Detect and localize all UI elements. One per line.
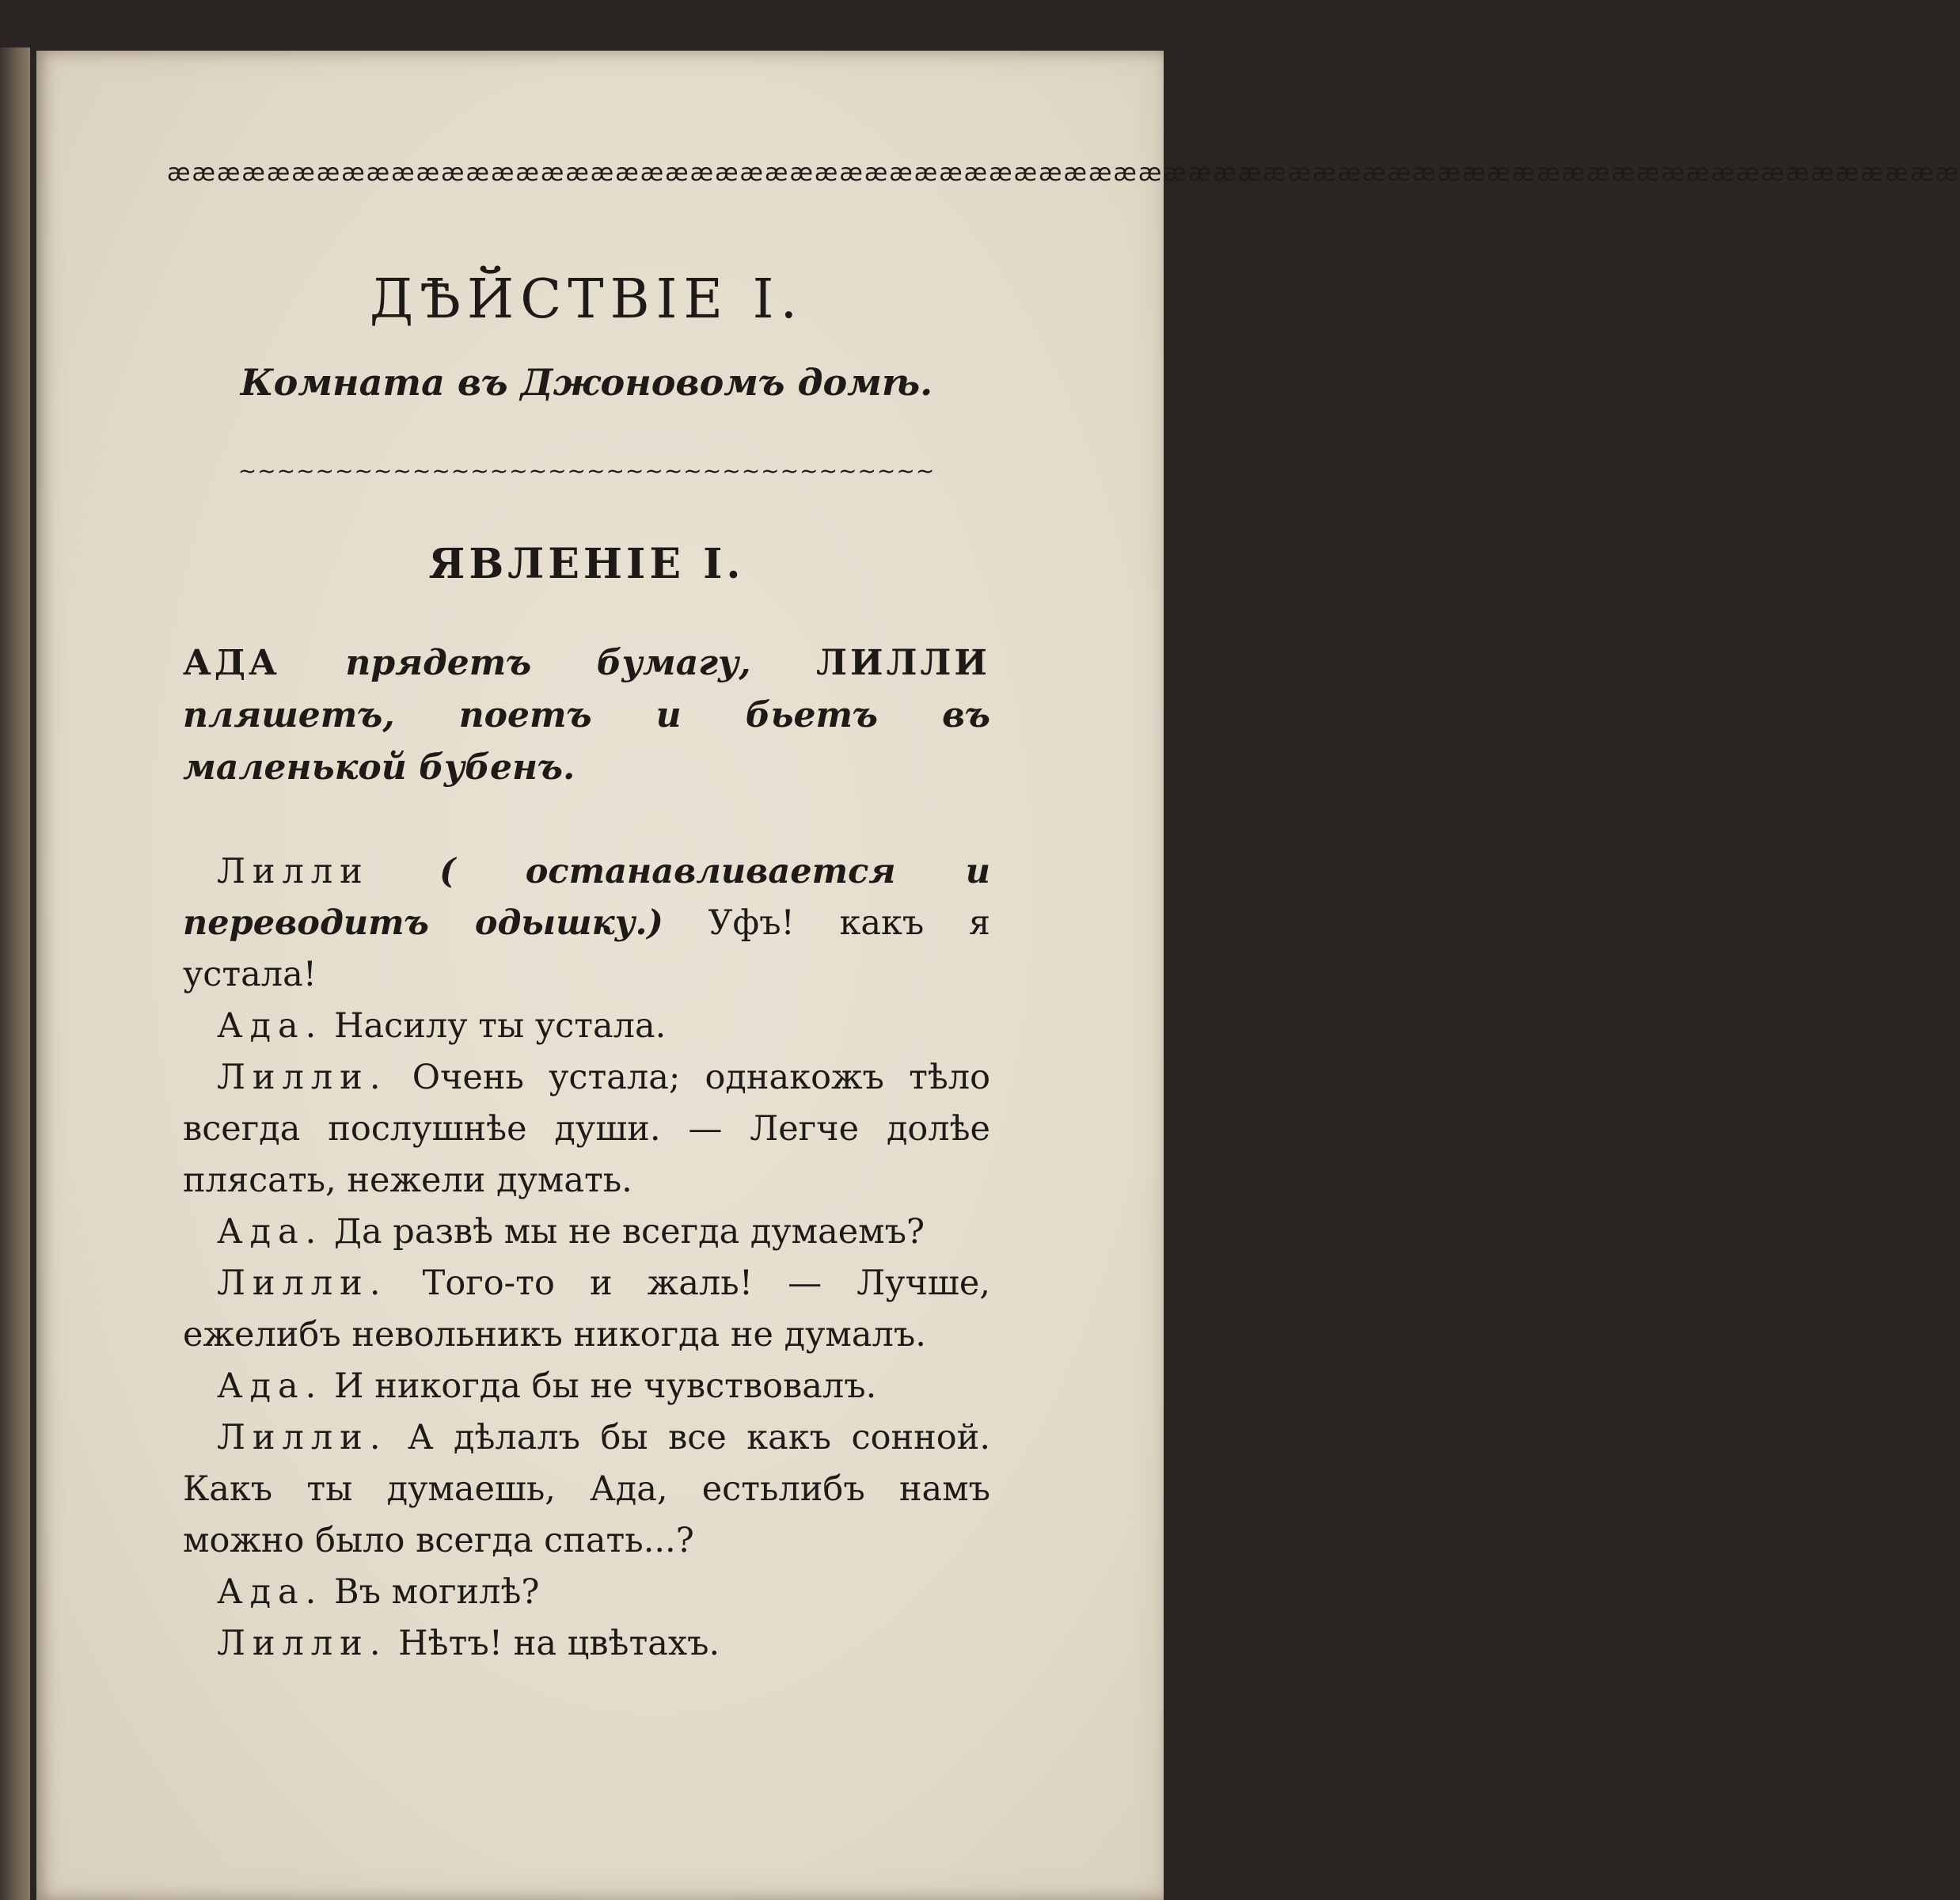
speaker-name: Ада. <box>217 1572 324 1612</box>
dialogue-line <box>183 846 990 1001</box>
dialogue-text: Нѣтъ! на цвѣтахъ. <box>387 1624 720 1663</box>
dialogue-text: Да развѣ мы не всегда думаемъ? <box>323 1212 925 1252</box>
speaker-name: Ада. <box>217 1212 324 1252</box>
speaker-name: Ада. <box>217 1006 324 1046</box>
speaker-name: Лилли. <box>217 1418 388 1457</box>
dialogue-text: Того-то и жаль! — Лучше, ежелибъ невольникъ никогда не думалъ. <box>183 1264 990 1355</box>
middle-ornament-rule: ~~~~~~~~~~~~~~~~~~~~~~~~~~~~~~~~~~~~ <box>237 458 936 484</box>
speaker-name: Лилли. <box>217 1058 388 1097</box>
speaker-name: Ада. <box>217 1366 324 1406</box>
dialogue-text: Насилу ты устала. <box>323 1006 667 1046</box>
stage-direction-inline: ( останавливается и переводитъ одышку.) <box>183 852 990 943</box>
dialogue-line <box>183 1618 990 1670</box>
appearance-title: ЯВЛЕНІЕ I. <box>428 540 745 588</box>
dialogue-line <box>183 1052 990 1206</box>
dialogue-text: Очень устала; однакожъ тѣло всегда послушнѣе души. — Легче долѣе плясать, нежели думать. <box>183 1058 990 1200</box>
page-content <box>167 158 1960 1670</box>
dialogue-line <box>183 1206 990 1258</box>
dialogue-text: Уфъ! какъ я устала! <box>183 903 990 994</box>
stage-direction <box>183 637 990 794</box>
speaker-name: Лилли. <box>217 1264 388 1303</box>
stage-direction-text: пляшетъ, поетъ и бьетъ въ маленькой бубенъ. <box>183 695 990 788</box>
character-name-ada: АДА <box>183 643 280 683</box>
dialogue <box>183 846 990 1670</box>
scene-place: Комната въ Джоновомъ домѣ. <box>240 361 933 404</box>
dialogue-text: Въ могилѣ? <box>323 1572 540 1612</box>
act-title: ДѢЙСТВІЕ I. <box>369 268 804 331</box>
dialogue-line <box>183 1412 990 1567</box>
previous-page-edge <box>0 48 30 1900</box>
book-page <box>36 51 1960 1900</box>
character-name-lilli: ЛИЛЛИ <box>816 643 990 683</box>
dialogue-text: А дѣлалъ бы все какъ сонной. Какъ ты думаешь, Ада, естьлибъ намъ можно было всегда спать...? <box>183 1418 990 1560</box>
speaker-name: Лилли <box>217 852 370 891</box>
stage-direction-text: прядетъ бумагу, <box>279 643 817 683</box>
dialogue-line <box>183 1258 990 1361</box>
dialogue-line <box>183 1361 990 1412</box>
dialogue-line <box>183 1001 990 1052</box>
speaker-name: Лилли. <box>217 1624 388 1663</box>
dialogue-text: И никогда бы не чувствовалъ. <box>323 1366 877 1406</box>
dialogue-line <box>183 1567 990 1618</box>
top-ornament-rule: ææææææææææææææææææææææææææææææææææææææææææææææææææææææææææææææææææææææææ <box>167 159 1960 187</box>
